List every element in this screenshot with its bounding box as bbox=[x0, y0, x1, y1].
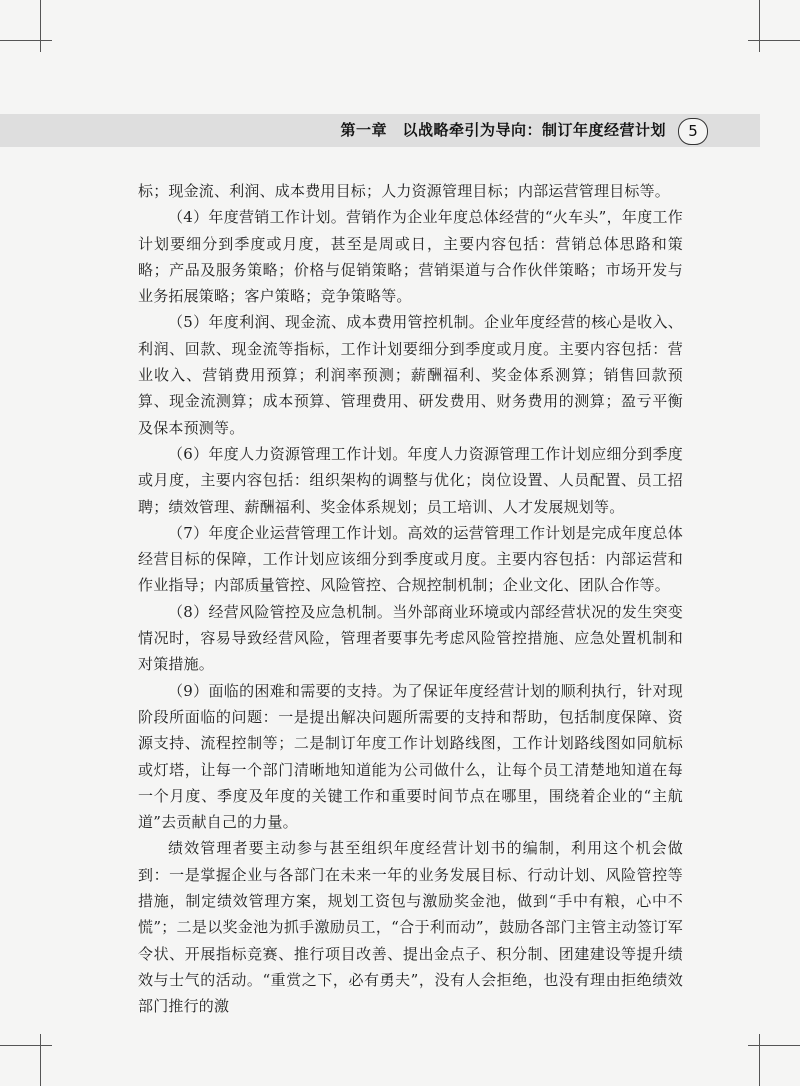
crop-mark bbox=[0, 40, 52, 41]
crop-mark bbox=[748, 40, 800, 41]
crop-mark bbox=[0, 1045, 52, 1046]
paragraph: （7）年度企业运营管理工作计划。高效的运营管理工作计划是完成年度总体经营目标的保障，工作计划应该细分到季度或月度。主要内容包括：内部运营和作业指导；内部质量管控、风险管控、合规控制机制；企业文化、团队合作等。 bbox=[138, 523, 683, 595]
paragraph: （8）经营风险管控及应急机制。当外部商业环境或内部经营状况的发生突变情况时，容易导致经营风险，管理者要事先考虑风险管控措施、应急处置机制和对策措施。 bbox=[138, 602, 683, 674]
crop-mark bbox=[759, 0, 760, 52]
body-text bbox=[138, 178, 683, 1020]
page-number: 5 bbox=[678, 118, 708, 145]
paragraph: （9）面临的困难和需要的支持。为了保证年度经营计划的顺利执行，针对现阶段所面临的问题：一是提出解决问题所需要的支持和帮助，包括制度保障、资源支持、流程控制等；二是制订年度工作计划路线图，工作计划路线图如同航标或灯塔，让每一个部门清晰地知道能为公司做什么，让每个员工清楚地知道在每一个月度、季度及年度的关键工作和重要时间节点在哪里，围绕着企业的“主航道”去贡献自己的力量。 bbox=[138, 681, 683, 832]
crop-mark bbox=[748, 1045, 800, 1046]
paragraph: 绩效管理者要主动参与甚至组织年度经营计划书的编制，利用这个机会做到：一是掌握企业与各部门在未来一年的业务发展目标、行动计划、风险管控等措施，制定绩效管理方案，规划工资包与激励奖金池，做到“手中有粮，心中不慌”；二是以奖金池为抓手激励员工，“合于利而动”，鼓励各部门主管主动签订军令状、开展指标竞赛、推行项目改善、提出金点子、积分制、团建建设等提升绩效与士气的活动。“重赏之下，必有勇夫”，没有人会拒绝，也没有理由拒绝绩效部门推行的激 bbox=[138, 839, 683, 1016]
paragraph: （6）年度人力资源管理工作计划。年度人力资源管理工作计划应细分到季度或月度，主要内容包括：组织架构的调整与优化；岗位设置、人员配置、员工招聘；绩效管理、薪酬福利、奖金体系规划；员工培训、人才发展规划等。 bbox=[138, 444, 683, 516]
paragraph: （5）年度利润、现金流、成本费用管控机制。企业年度经营的核心是收入、利润、回款、现金流等指标，工作计划要细分到季度或月度。主要内容包括：营业收入、营销费用预算；利润率预测；薪酬福利、奖金体系测算；销售回款预算、现金流测算；成本预算、管理费用、研发费用、财务费用的测算；盈亏平衡及保本预测等。 bbox=[138, 313, 683, 437]
chapter-title: 第一章 以战略牵引为导向：制订年度经营计划 bbox=[340, 121, 666, 139]
paragraph: （4）年度营销工作计划。营销作为企业年度总体经营的“火车头”，年度工作计划要细分到季度或月度，甚至是周或日，主要内容包括：营销总体思路和策略；产品及服务策略；价格与促销策略；营销渠道与合作伙伴策略；市场开发与业务拓展策略；客户策略；竞争策略等。 bbox=[138, 208, 683, 306]
crop-mark bbox=[759, 1034, 760, 1086]
crop-mark bbox=[40, 0, 41, 52]
crop-mark bbox=[40, 1034, 41, 1086]
paragraph: 标；现金流、利润、成本费用目标；人力资源管理目标；内部运营管理目标等。 bbox=[138, 182, 671, 200]
